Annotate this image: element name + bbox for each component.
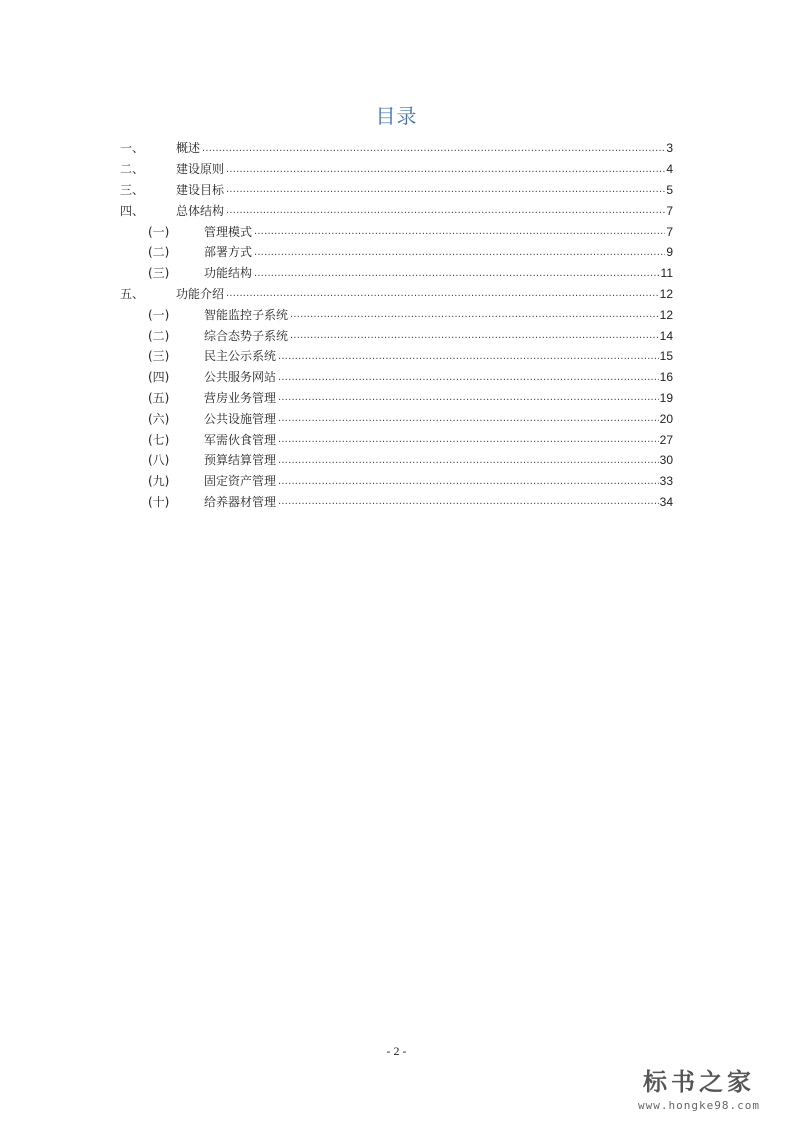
toc-entry-number: 五、 — [120, 286, 145, 301]
toc-dot-leader — [278, 434, 659, 445]
toc-entry[interactable] — [120, 284, 673, 305]
toc-entry-title: 智能监控子系统 — [204, 307, 289, 322]
toc-entry-page: 15 — [659, 349, 673, 364]
toc-entry[interactable] — [120, 450, 673, 471]
page-title: 目录 — [375, 104, 418, 128]
toc-entry-page: 27 — [659, 432, 673, 447]
toc-entry-title: 建设原则 — [176, 162, 225, 177]
toc-entry[interactable] — [120, 429, 673, 450]
toc-entry-number: (十) — [148, 494, 170, 509]
toc-entry-number: (一) — [148, 307, 170, 322]
toc-entry-page: 14 — [659, 328, 673, 343]
toc-entry-number: 三、 — [120, 182, 145, 197]
toc-entry-title: 部署方式 — [204, 245, 253, 260]
toc-entry-page: 30 — [659, 453, 673, 468]
toc-entry[interactable] — [120, 200, 673, 221]
toc-entry-number: (三) — [148, 349, 170, 364]
toc-entry-page: 7 — [666, 224, 673, 239]
toc-entry[interactable] — [120, 263, 673, 284]
toc-entry-title: 民主公示系统 — [204, 349, 277, 364]
toc-dot-leader — [226, 205, 665, 216]
toc-dot-leader — [202, 143, 665, 154]
toc-entry-title: 总体结构 — [176, 203, 225, 218]
toc-entry-title: 公共设施管理 — [204, 411, 277, 426]
toc-entry-number: (四) — [148, 370, 170, 385]
page-number-footer: - 2 - — [386, 1044, 407, 1058]
toc-entry[interactable] — [120, 367, 673, 388]
toc-entry[interactable] — [120, 221, 673, 242]
toc-entry-title: 建设目标 — [176, 182, 225, 197]
toc-dot-leader — [278, 476, 659, 487]
toc-entry-number: 四、 — [120, 203, 145, 218]
toc-entry[interactable] — [120, 304, 673, 325]
toc-entry[interactable] — [120, 346, 673, 367]
toc-dot-leader — [226, 288, 659, 299]
toc-dot-leader — [254, 226, 665, 237]
toc-entry-number: (九) — [148, 474, 170, 489]
toc-entry-number: (二) — [148, 328, 170, 343]
toc-entry-title: 管理模式 — [204, 224, 253, 239]
toc-entry-page: 9 — [666, 245, 673, 260]
toc-entry-title: 给养器材管理 — [204, 494, 277, 509]
toc-entry[interactable] — [120, 159, 673, 180]
toc-entry-title: 功能介绍 — [176, 286, 225, 301]
toc-dot-leader — [290, 330, 659, 341]
toc-entry-number: (三) — [148, 266, 170, 281]
toc-entry[interactable] — [120, 180, 673, 201]
toc-entry-page: 16 — [659, 370, 673, 385]
toc-dot-leader — [278, 351, 659, 362]
toc-entry-title: 军需伙食管理 — [204, 432, 277, 447]
toc-entry[interactable] — [120, 388, 673, 409]
toc-dot-leader — [278, 392, 659, 403]
toc-entry-title: 功能结构 — [204, 266, 253, 281]
watermark-brand: 标书之家 — [643, 1068, 755, 1096]
toc-entry[interactable] — [120, 408, 673, 429]
toc-entry-title: 概述 — [176, 141, 201, 156]
toc-dot-leader — [278, 413, 659, 424]
toc-entry-page: 5 — [666, 182, 673, 197]
toc-dot-leader — [226, 164, 665, 175]
toc-entry-page: 20 — [659, 411, 673, 426]
watermark-logo — [619, 1062, 779, 1112]
toc-entry-number: (二) — [148, 245, 170, 260]
toc-entry[interactable] — [120, 492, 673, 513]
toc-entry-page: 12 — [659, 307, 673, 322]
toc-entry-number: (一) — [148, 224, 170, 239]
toc-entry-number: (五) — [148, 390, 170, 405]
toc-entry-page: 34 — [659, 494, 673, 509]
toc-entry-page: 12 — [659, 286, 673, 301]
toc-dot-leader — [278, 496, 659, 507]
toc-entry-page: 19 — [659, 390, 673, 405]
toc-entry-page: 11 — [660, 266, 673, 281]
toc-entry[interactable] — [120, 471, 673, 492]
toc-entry[interactable] — [120, 242, 673, 263]
toc-dot-leader — [226, 184, 665, 195]
toc-entry-number: 二、 — [120, 162, 145, 177]
toc-entry[interactable] — [120, 325, 673, 346]
toc-entry-number: (七) — [148, 432, 170, 447]
toc-entry-page: 33 — [659, 474, 673, 489]
toc-entry-number: (八) — [148, 453, 170, 468]
table-of-contents — [120, 138, 673, 512]
toc-entry-page: 4 — [666, 162, 673, 177]
toc-entry-title: 固定资产管理 — [204, 474, 277, 489]
toc-entry-title: 公共服务网站 — [204, 370, 277, 385]
toc-entry[interactable] — [120, 138, 673, 159]
toc-dot-leader — [254, 247, 665, 258]
watermark-url: www.hongke98.com — [638, 1099, 760, 1112]
toc-entry-page: 7 — [666, 203, 673, 218]
toc-entry-title: 综合态势子系统 — [204, 328, 289, 343]
toc-dot-leader — [278, 455, 659, 466]
toc-dot-leader — [254, 268, 660, 279]
toc-entry-number: (六) — [148, 411, 170, 426]
toc-entry-number: 一、 — [120, 141, 145, 156]
toc-dot-leader — [278, 372, 659, 383]
toc-entry-page: 3 — [666, 141, 673, 156]
toc-entry-title: 营房业务管理 — [204, 390, 277, 405]
toc-entry-title: 预算结算管理 — [204, 453, 277, 468]
toc-dot-leader — [290, 309, 659, 320]
